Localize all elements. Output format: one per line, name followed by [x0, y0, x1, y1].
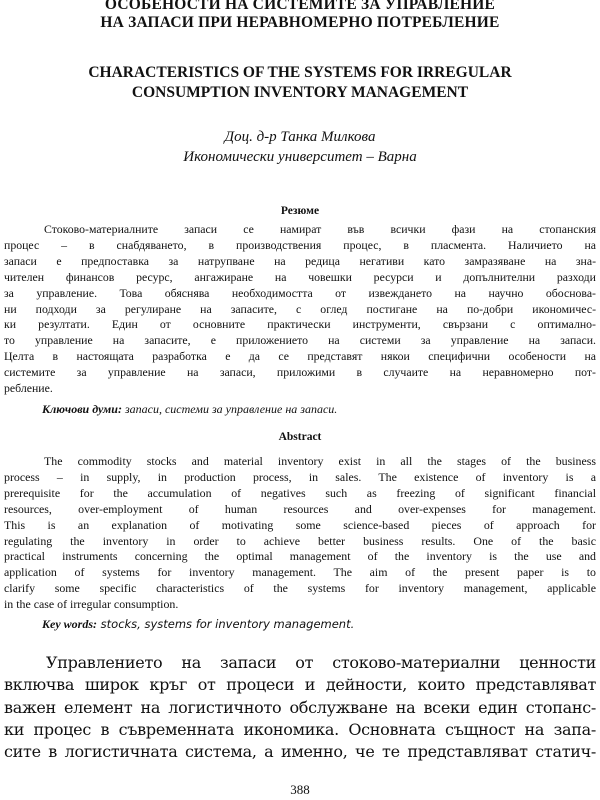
abstract-keywords: [42, 616, 354, 632]
body-line: сите в логистичната система, а именно, че те представляват статич-: [4, 742, 596, 762]
abstract-heading: Abstract: [278, 431, 322, 443]
title-en-line-2: CONSUMPTION INVENTORY MANAGEMENT: [131, 84, 469, 101]
keywords-value: запаси, системи за управление на запаси.: [121, 402, 338, 416]
title-bg-line-1: ОСОБЕНОСТИ НА СИСТЕМИТЕ ЗА УПРАВЛЕНИЕ: [104, 0, 496, 13]
keywords-value: stocks, systems for inventory management.: [97, 617, 355, 631]
summary-line: ни подходи за регулиране на запасите, с оглед постигане на по-добри икономичес-: [4, 301, 596, 316]
title-en-line-1: CHARACTERISTICS OF THE SYSTEMS FOR IRREGULAR: [88, 64, 512, 81]
summary-line: запаси е предпоставка за натрупване на редица негативи като замразяване на зна-: [4, 253, 596, 268]
abstract-line: practical instruments concerning the optimal management of the inventory is the use and: [4, 549, 596, 564]
abstract-line: process – in supply, in production process, in sales. The existence of inventory is a: [4, 469, 596, 484]
summary-line: процес – в снабдяването, в производствения процес, в пласмента. Наличието на: [4, 237, 596, 252]
summary-line: ребление.: [4, 381, 53, 396]
summary-line: чителен финансов ресурс, ангажиране на човешки ресурси и допълнителни разходи: [4, 269, 596, 284]
abstract-line: prerequisite for the accumulation of negatives such as freezing of significant financial: [4, 485, 596, 500]
page-number: 388: [290, 782, 310, 797]
abstract-line: The commodity stocks and material inventory exist in all the stages of the business: [44, 454, 596, 468]
body-line: Управлението на запаси от стоково-материални ценности: [46, 653, 596, 672]
abstract-line: This is an explanation of motivating some science-based pieces of approach for: [4, 517, 596, 532]
body-paragraph: [4, 652, 596, 763]
abstract-line: resources, over-employment of human resources and over-expenses for management.: [4, 501, 596, 516]
summary-line: ки резултати. Един от основните практически инструменти, свързани с оптимално-: [4, 317, 596, 332]
summary-line: за управление. Това обяснява необходимостта от извеждането на научно обоснова-: [4, 285, 596, 300]
abstract-line: in the case of irregular consumption.: [4, 597, 179, 612]
summary-heading: Резюме: [280, 205, 320, 217]
abstract-line: clarify some specific characteristics of the systems for inventory management, applicable: [4, 581, 596, 596]
summary-line: системите за управление на запаси, приложими в случаите на неравномерно пот-: [4, 365, 596, 380]
keywords-label: Ключови думи:: [42, 402, 122, 416]
body-line: ки процес в съвременната икономика. Основната същност на запа-: [4, 719, 596, 739]
summary-paragraph: [4, 222, 596, 397]
body-line: важен елемент на логистичното обслужване на всеки един стопанс-: [4, 697, 596, 717]
keywords-label: Key words:: [42, 617, 97, 631]
abstract-line: application of systems for inventory management. The aim of the present paper is to: [4, 565, 596, 580]
summary-line: Целта в настоящата разработка е да се представят някои специфични особености на: [4, 349, 596, 364]
summary-line: Стоково-материалните запаси се намират във всички фази на стопанския: [44, 222, 596, 236]
body-line: включва широк кръг от процеси и дейности, които представляват: [4, 675, 596, 695]
abstract-paragraph: [4, 454, 596, 613]
title-bg-line-2: НА ЗАПАСИ ПРИ НЕРАВНОМЕРНО ПОТРЕБЛЕНИЕ: [100, 14, 500, 31]
author-name: Доц. д-р Танка Милкова: [224, 129, 376, 145]
author-affiliation: Икономически университет – Варна: [183, 149, 417, 165]
summary-line: то управление на запасите, е приложението на системи за управление на запаси.: [4, 333, 596, 348]
abstract-line: regulating the inventory in order to achieve better business results. One of the basic: [4, 533, 596, 548]
summary-keywords: [42, 401, 337, 417]
